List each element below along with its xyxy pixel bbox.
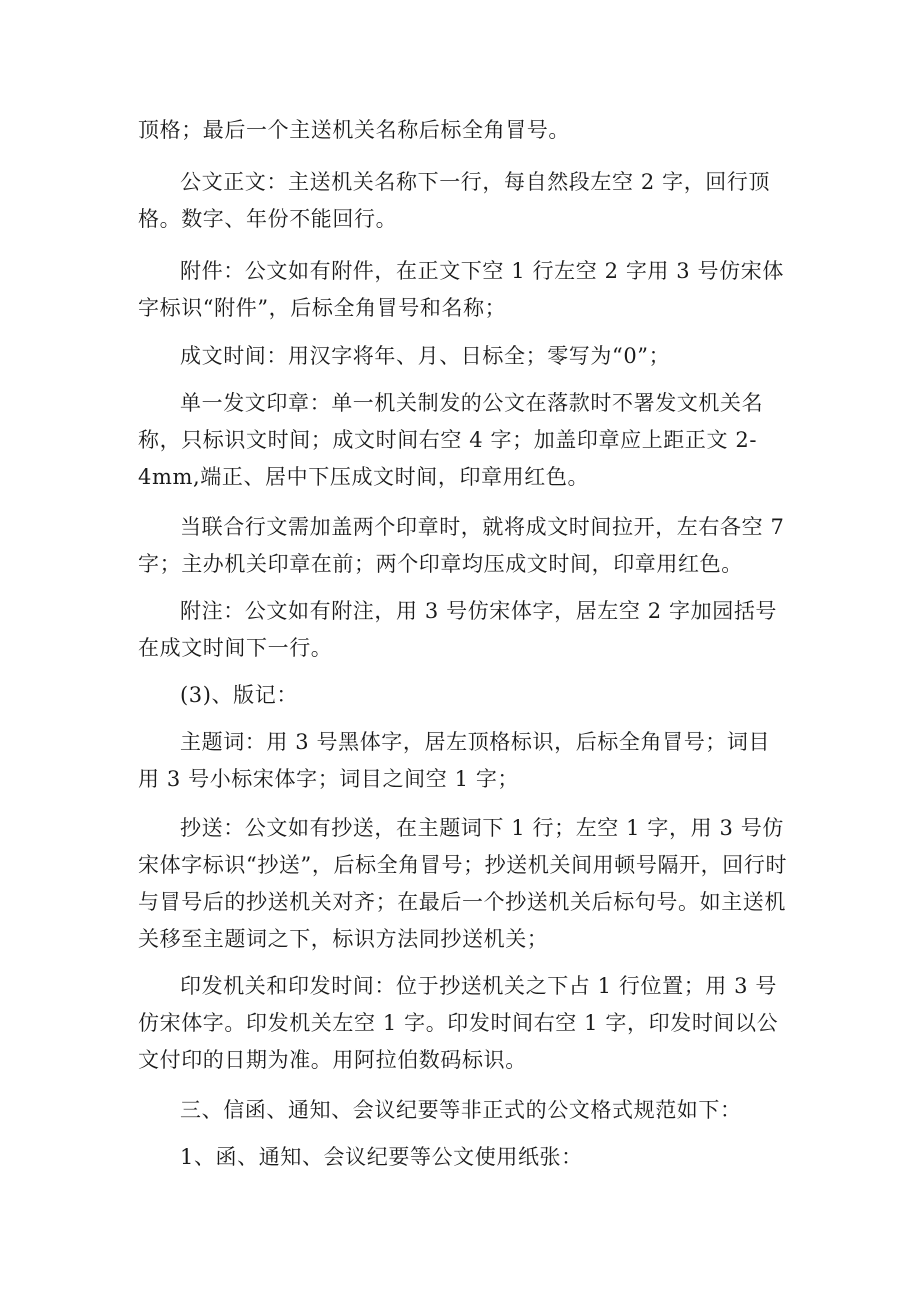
paragraph-continuation: 顶格；最后一个主送机关名称后标全角冒号。 — [138, 118, 570, 142]
paragraph-annotation: 附注：公文如有附注，用 3 号仿宋体字，居左空 2 字加园括号在成文时间下一行。 — [138, 599, 778, 660]
section-heading-imprint: (3)、版记： — [180, 683, 298, 707]
paragraph-date: 成文时间：用汉字将年、月、日标全；零写为“0”； — [180, 344, 671, 368]
paragraph-single-seal: 单一发文印章：单一机关制发的公文在落款时不署发文机关名称，只标识文时间；成文时间右空 4 字；加盖印章应上距正文 2-4mm,端正、居中下压成文时间，印章用红色。 — [138, 391, 764, 489]
paragraph-joint-seal: 当联合行文需加盖两个印章时，就将成文时间拉开，左右各空 7 字；主办机关印章在前；两个印章均压成文时间，印章用红色。 — [138, 515, 785, 576]
paragraph-issuing: 印发机关和印发时间：位于抄送机关之下占 1 行位置；用 3 号仿宋体字。印发机关左空 1 字。印发时间右空 1 字，印发时间以公文付印的日期为准。用阿拉伯数码标识。 — [138, 974, 779, 1072]
section-heading-informal: 三、信函、通知、会议纪要等非正式的公文格式规范如下： — [180, 1098, 742, 1122]
paragraph-paper: 1、函、通知、会议纪要等公文使用纸张： — [180, 1145, 583, 1169]
paragraph-attachment: 附件：公文如有附件，在正文下空 1 行左空 2 字用 3 号仿宋体字标识“附件”，后标全角冒号和名称； — [138, 259, 784, 320]
paragraph-subject-words: 主题词：用 3 号黑体字，居左顶格标识，后标全角冒号；词目用 3 号小标宋体字；词目之间空 1 字； — [138, 730, 771, 791]
paragraph-body-text: 公文正文：主送机关名称下一行，每自然段左空 2 字，回行顶格。数字、年份不能回行。 — [138, 170, 771, 231]
paragraph-cc: 抄送：公文如有抄送，在主题词下 1 行；左空 1 字，用 3 号仿宋体字标识“抄送”，后标全角冒号；抄送机关间用顿号隔开，回行时与冒号后的抄送机关对齐；在最后一个抄送机关后标句号。如主送机关移至主题词之下，标识方法同抄送机关； — [138, 816, 788, 951]
